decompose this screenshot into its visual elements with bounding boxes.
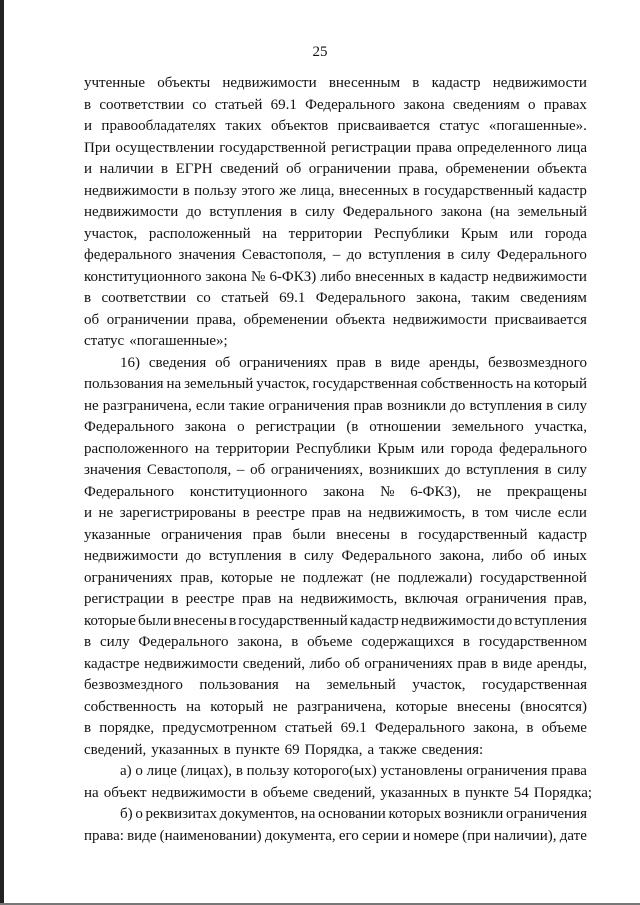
text-line: Федерального закона о регистрации (в отношении земельного участка, [84, 419, 587, 435]
text-line: об ограничении права, обременении объекта недвижимости присваивается [84, 312, 587, 328]
text-line: значения Севастополя, – об ограничениях, возникших до вступления в силу [84, 462, 587, 478]
scan-edge [0, 0, 4, 905]
text-line: статус «погашенные»; [84, 333, 228, 349]
text-line: учтенные объекты недвижимости внесенным в кадастр недвижимости [84, 75, 587, 91]
text-line: б) о реквизитах документов, на основании которых возникли ограничения [120, 806, 587, 822]
text-line: федерального значения Севастополя, – до вступления в силу Федерального [84, 247, 587, 263]
text-line: в соответствии со статьей 69.1 Федерального закона сведениям о правах [84, 97, 587, 113]
text-line: конституционного закона № 6-ФКЗ) либо внесенных в кадастр недвижимости [84, 269, 587, 285]
text-line: ограничениях прав, которые не подлежат (не подлежали) государственной [84, 570, 587, 586]
text-line: права: виде (наименовании) документа, его серии и номере (при наличии), дате [84, 828, 587, 844]
text-line: не разграничена, если такие ограничения прав возникли до вступления в силу [84, 398, 587, 414]
text-line: и наличии в ЕГРН сведений об ограничении права, обременении объекта [84, 161, 587, 177]
text-line: которые были внесены в государственный кадастр недвижимости до вступления [84, 613, 587, 629]
text-line: сведений, указанных в пункте 69 Порядка, а также сведения: [84, 742, 484, 758]
text-line: указанные ограничения прав были внесены в государственный кадастр [84, 527, 587, 543]
text-line: а) о лице (лицах), в пользу которого(ых) установлены ограничения права [120, 763, 587, 779]
text-line: недвижимости в пользу этого же лица, внесенных в государственный кадастр [84, 183, 587, 199]
text-line: пользования на земельный участок, государственная собственность на который [84, 376, 587, 392]
text-line: регистрации в реестре прав на недвижимость, включая ограничения прав, [84, 591, 587, 607]
text-line: При осуществлении государственной регистрации права определенного лица [84, 140, 587, 156]
text-line: в соответствии со статьей 69.1 Федерального закона, таким сведениям [84, 290, 587, 306]
text-line: недвижимости до вступления в силу Федерального закона, либо об иных [84, 548, 587, 564]
text-line: и не зарегистрированы в реестре прав на недвижимость, в том числе если [84, 505, 587, 521]
text-line: безвозмездного пользования на земельный участок, государственная [84, 677, 587, 693]
text-line: и правообладателях таких объектов присваивается статус «погашенные». [84, 118, 587, 134]
text-line: недвижимости до вступления в силу Федерального закона (на земельный [84, 204, 587, 220]
page-number: 25 [312, 44, 328, 60]
text-line: в силу Федерального закона, в объеме содержащихся в государственном [84, 634, 587, 650]
text-line: кадастре недвижимости сведений, либо об ограничениях прав в виде аренды, [84, 656, 587, 672]
text-line: участок, расположенный на территории Республики Крым или города [84, 226, 587, 242]
text-line: расположенного на территории Республики Крым или города федерального [84, 441, 587, 457]
text-line: собственность на который не разграничена, которые внесены (вносятся) [84, 699, 587, 715]
text-line: на объект недвижимости в объеме сведений, указанных в пункте 54 Порядка; [84, 785, 593, 801]
text-line: 16) сведения об ограничениях прав в виде аренды, безвозмездного [120, 355, 587, 371]
text-line: Федерального конституционного закона № 6-ФКЗ), не прекращены [84, 484, 587, 500]
text-line: в порядке, предусмотренном статьей 69.1 Федерального закона, в объеме [84, 720, 587, 736]
